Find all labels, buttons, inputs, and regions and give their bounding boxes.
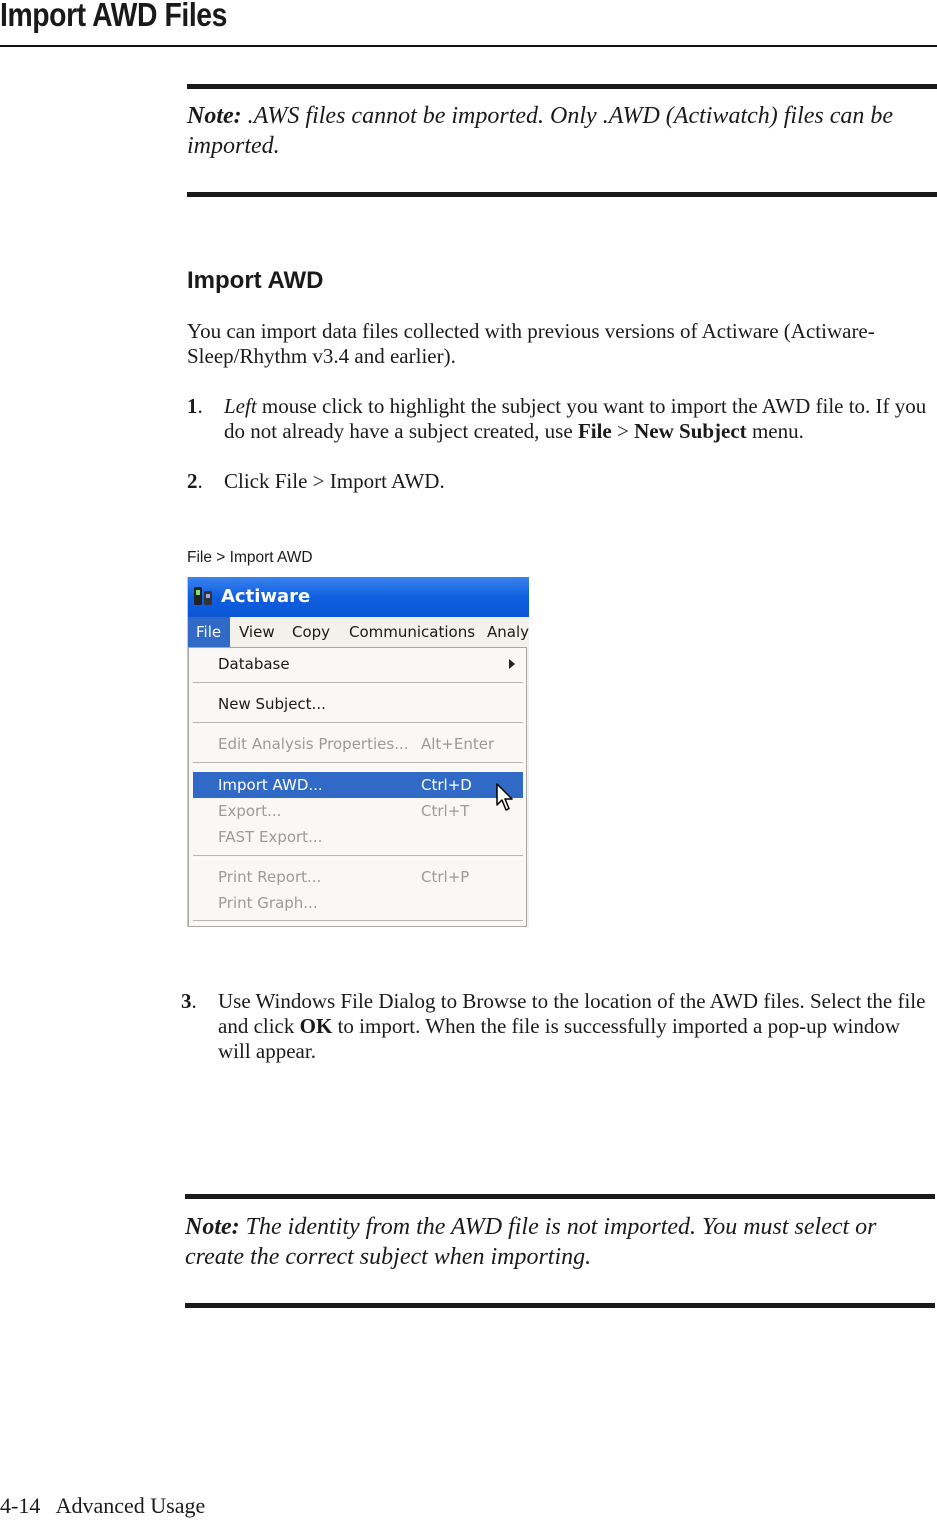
step-1-italic: Left [224, 394, 257, 418]
menu-item-import-awd-label: Import AWD... [218, 776, 323, 794]
menu-separator [193, 682, 523, 686]
menu-view[interactable]: View [239, 623, 275, 641]
file-dropdown-menu [188, 647, 527, 927]
menu-item-print-graph[interactable] [193, 890, 523, 916]
step-1-text-a: mouse click to highlight the subject you want to import the AWD file to. If you do not already have a subject created, use [224, 394, 927, 443]
menu-bar [188, 617, 529, 647]
step-3-ok: OK [299, 1014, 333, 1038]
menu-item-print-report-label: Print Report... [218, 868, 322, 886]
menu-item-print-report[interactable] [193, 864, 523, 890]
figure-caption: File > Import AWD [187, 549, 313, 566]
step-1-sep: > [611, 419, 635, 443]
step-1-digit: 1 [187, 394, 198, 418]
note-bottom-rule [187, 192, 937, 197]
menu-item-fast-export[interactable] [193, 824, 523, 850]
step-3-text-a: Use Windows File Dialog to Browse to the location of the AWD files. Select the file and click [218, 989, 926, 1038]
menu-item-new-subject-label: New Subject... [218, 695, 326, 713]
menu-item-fast-export-label: FAST Export... [218, 828, 323, 846]
menu-item-print-graph-label: Print Graph... [218, 894, 318, 912]
note2-text: The identity from the AWD file is not imported. You must select or create the correct subject when importing. [185, 1214, 877, 1270]
step-3-text [218, 989, 934, 1064]
menu-item-export[interactable] [193, 798, 523, 824]
note2-top-rule [185, 1194, 935, 1199]
menu-item-export-label: Export... [218, 802, 282, 820]
title-rule [0, 45, 937, 47]
note-text: .AWS files cannot be imported. Only .AWD (Actiwatch) files can be imported. [187, 103, 894, 159]
menu-separator [193, 722, 523, 726]
menu-copy[interactable]: Copy [292, 623, 331, 641]
menu-item-database-label: Database [218, 655, 290, 673]
step-3-number: 3. [181, 989, 197, 1013]
menu-separator [193, 762, 523, 766]
step-2-text: Click File > Import AWD. [224, 469, 445, 493]
menu-communications[interactable]: Communications [349, 623, 476, 641]
menu-file[interactable] [188, 617, 230, 647]
menu-item-database[interactable] [193, 651, 523, 677]
page-footer: 4-14 Advanced Usage [0, 1493, 206, 1518]
section-heading: Import AWD [187, 267, 324, 294]
actiware-screenshot [187, 577, 529, 927]
menu-analysis[interactable]: Analy [487, 623, 529, 641]
mouse-pointer-icon [496, 783, 516, 813]
note-label: Note: [187, 103, 242, 129]
actiware-app-icon [192, 585, 214, 607]
menu-item-export-shortcut: Ctrl+T [421, 802, 470, 820]
note-aws [187, 101, 932, 161]
submenu-arrow-icon [509, 659, 515, 669]
menu-separator [193, 855, 523, 859]
menu-item-print-report-shortcut: Ctrl+P [421, 868, 470, 886]
note2-label: Note: [185, 1214, 240, 1240]
menu-item-import-awd-shortcut: Ctrl+D [421, 776, 472, 794]
step-1-new-subject: New Subject [634, 419, 747, 443]
step-2-digit: 2 [187, 469, 198, 493]
page-title: Import AWD Files [0, 0, 228, 33]
step-1-text [224, 394, 936, 444]
menu-item-edit-analysis-shortcut: Alt+Enter [421, 735, 495, 753]
menu-item-edit-analysis-properties[interactable] [193, 731, 523, 757]
menu-item-edit-analysis-label: Edit Analysis Properties... [218, 735, 409, 753]
step-1-text-b: menu. [746, 419, 804, 443]
menu-item-new-subject[interactable] [193, 691, 523, 717]
step-3-text-b: to import. When the file is successfully imported a pop-up window will appear. [218, 1014, 900, 1063]
step-2-number: 2. [187, 469, 203, 493]
step-1-number: 1. [187, 394, 203, 418]
menu-item-import-awd[interactable] [193, 772, 523, 798]
window-title: Actiware [221, 586, 311, 607]
window-titlebar [188, 577, 529, 617]
note-identity [185, 1212, 920, 1272]
note-top-rule [187, 84, 937, 89]
step-3-digit: 3 [181, 989, 192, 1013]
menu-file-label: File [196, 623, 222, 641]
note2-bottom-rule [185, 1303, 935, 1308]
menu-separator [193, 920, 523, 924]
step-1-file: File [577, 419, 612, 443]
intro-paragraph: You can import data files collected with previous versions of Actiware (Actiware-Sleep/Rhythm v3.4 and earlier). [187, 319, 875, 368]
